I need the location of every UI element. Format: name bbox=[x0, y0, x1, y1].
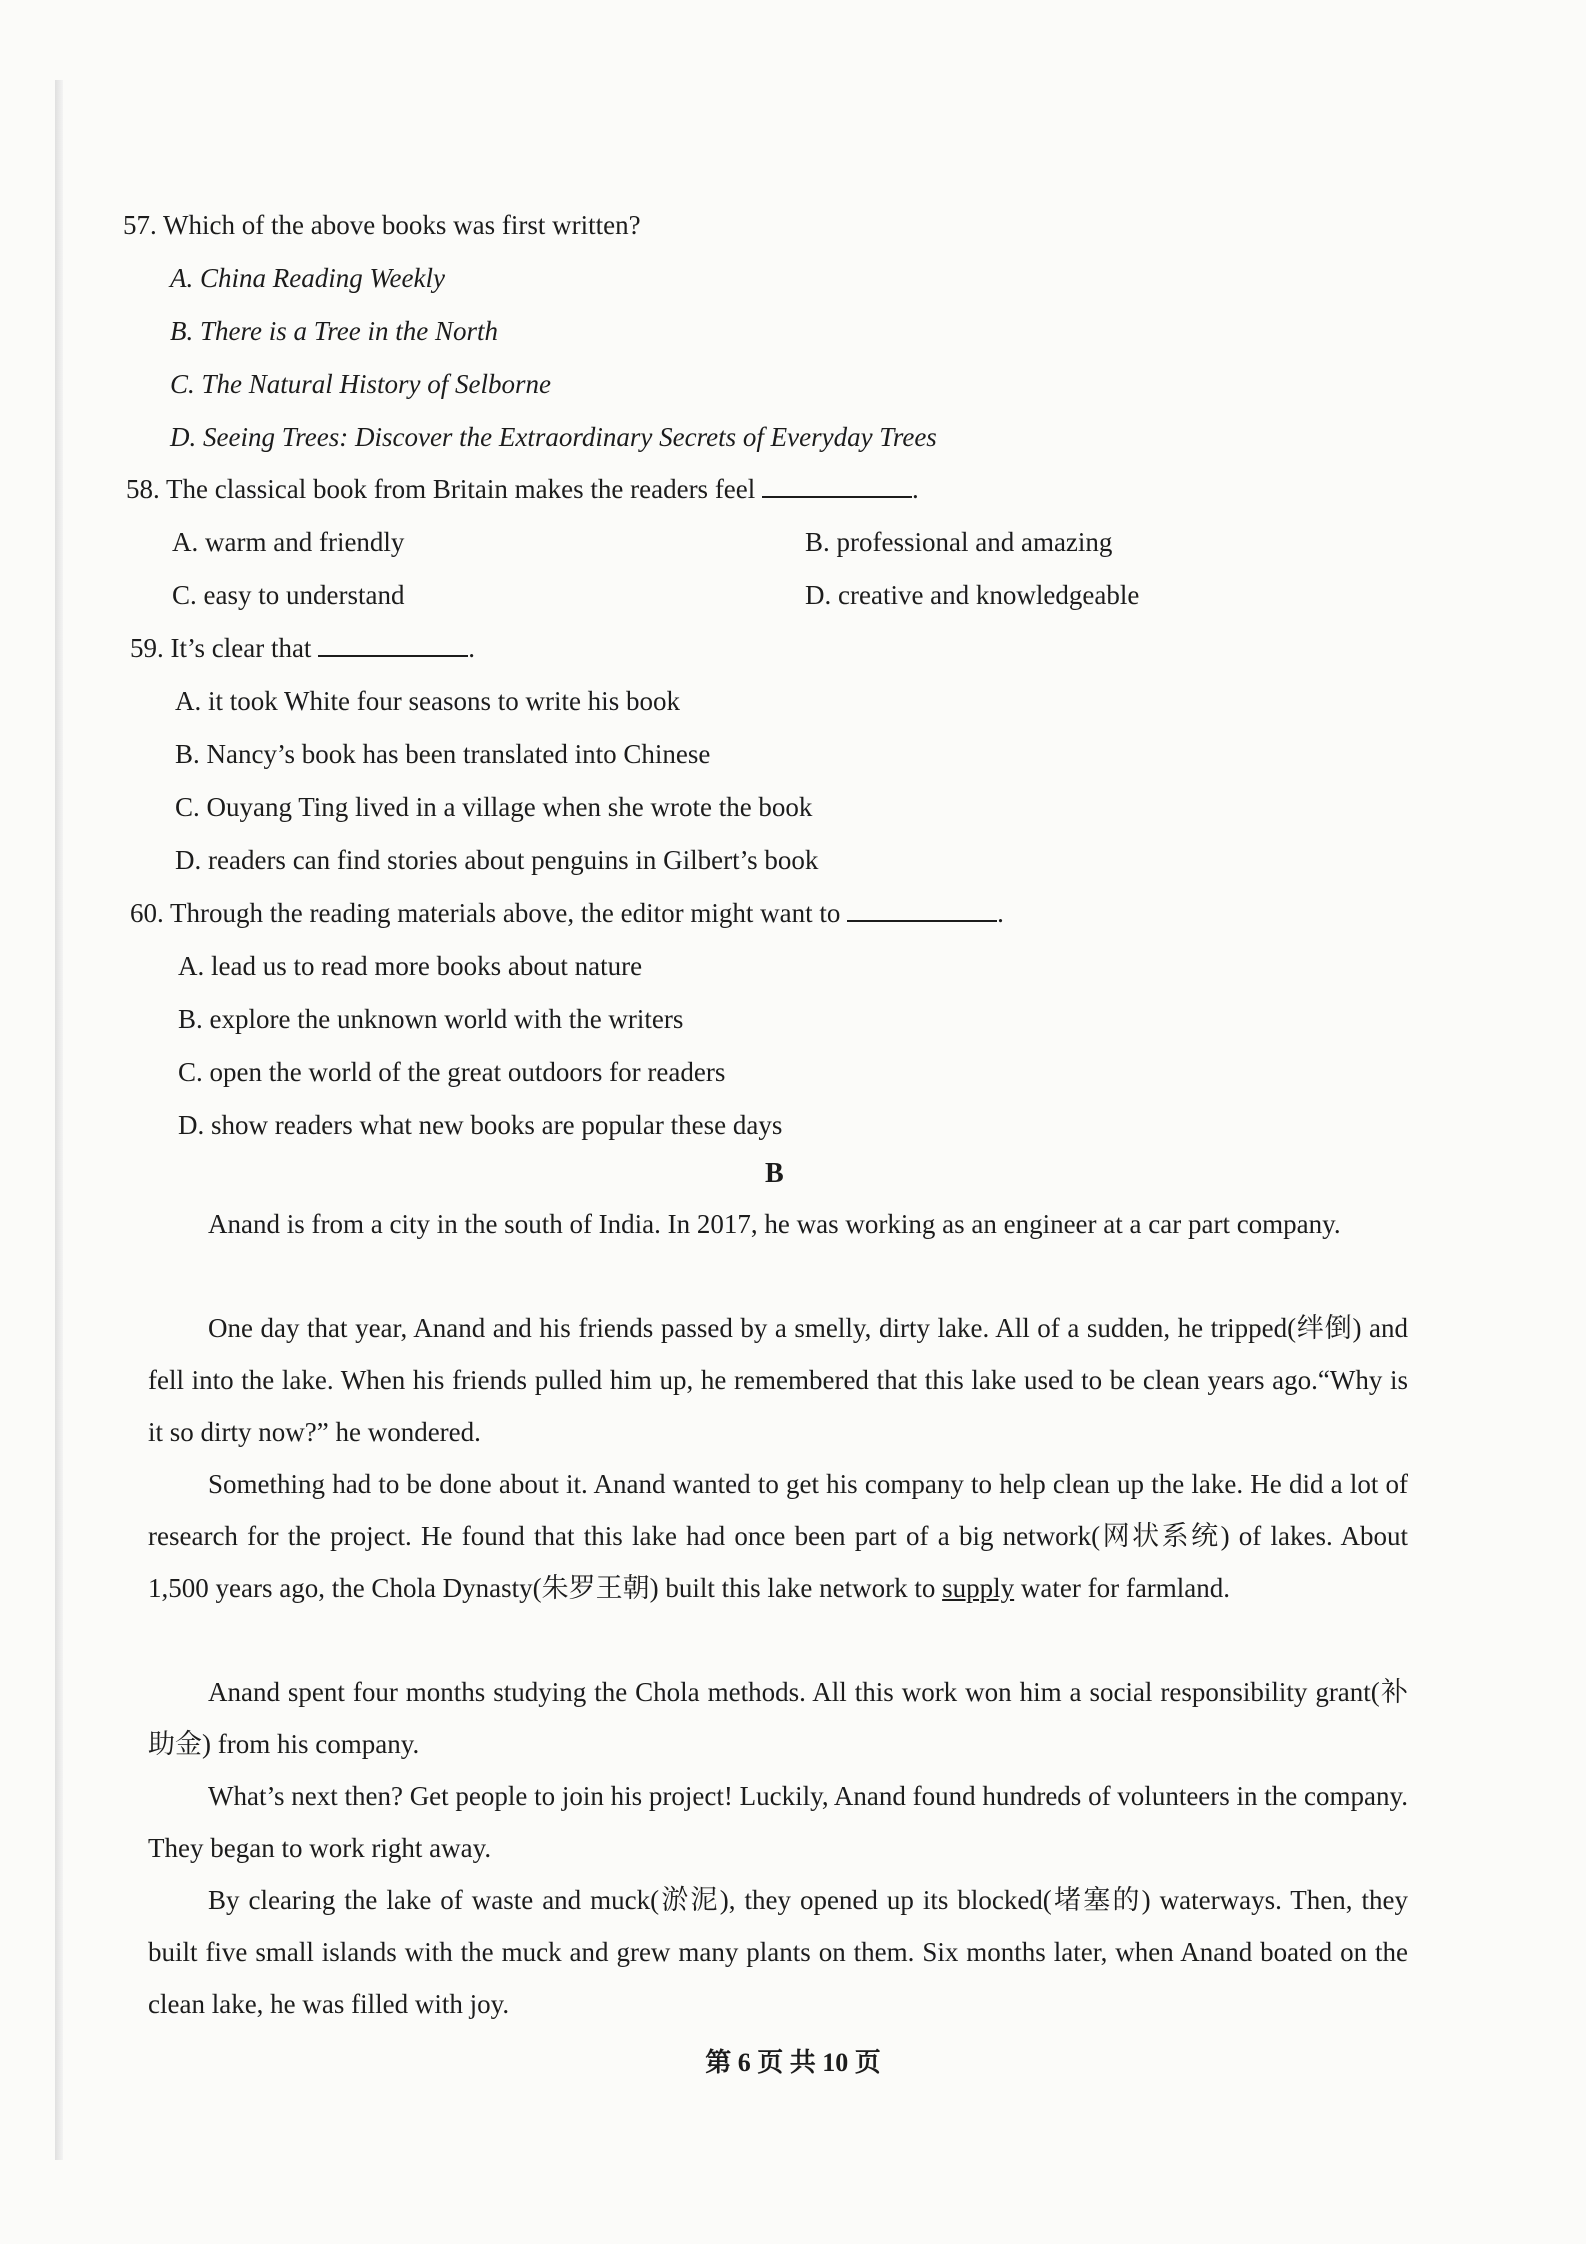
question-57-stem: 57. Which of the above books was first written? bbox=[123, 210, 641, 240]
question-57-option-b: B. There is a Tree in the North bbox=[170, 316, 498, 346]
question-59-option-b: B. Nancy’s book has been translated into Chinese bbox=[175, 739, 711, 769]
answer-blank bbox=[847, 896, 997, 922]
question-59-option-c: C. Ouyang Ting lived in a village when she wrote the book bbox=[175, 792, 813, 822]
question-59-option-d: D. readers can find stories about penguins in Gilbert’s book bbox=[175, 845, 819, 875]
answer-blank bbox=[318, 631, 468, 657]
passage-paragraph-3: Something had to be done about it. Anand wanted to get his company to help clean up the lake. He did a lot of research for the project. He found that this lake had once been part of a big network(网状系统) of lakes. About 1,500 years ago, the Chola Dynasty(朱罗王朝) built this lake network to supply water for farmland. bbox=[148, 1469, 1408, 1603]
question-58-option-b: B. professional and amazing bbox=[805, 527, 1113, 557]
question-60-option-c: C. open the world of the great outdoors for readers bbox=[178, 1057, 726, 1087]
passage-paragraph-5: What’s next then? Get people to join his project! Luckily, Anand found hundreds of volunteers in the company. They began to work right away. bbox=[148, 1781, 1408, 1863]
question-60-option-d: D. show readers what new books are popular these days bbox=[178, 1110, 783, 1140]
question-59-option-a: A. it took White four seasons to write his book bbox=[175, 686, 680, 716]
question-57-option-a: A. China Reading Weekly bbox=[170, 263, 445, 293]
question-58-option-c: C. easy to understand bbox=[172, 580, 405, 610]
question-60-option-b: B. explore the unknown world with the writers bbox=[178, 1004, 684, 1034]
question-59-stem: 59. It’s clear that . bbox=[130, 633, 475, 663]
question-58-stem: 58. The classical book from Britain makes the readers feel . bbox=[126, 474, 919, 504]
question-60-stem: 60. Through the reading materials above, the editor might want to . bbox=[130, 898, 1004, 928]
page-binding-edge bbox=[55, 80, 63, 2160]
question-58-option-d: D. creative and knowledgeable bbox=[805, 580, 1140, 610]
page-footer: 第 6 页 共 10 页 bbox=[705, 2048, 881, 2077]
question-57-option-c: C. The Natural History of Selborne bbox=[170, 369, 552, 399]
question-60-option-a: A. lead us to read more books about nature bbox=[178, 951, 643, 981]
passage-paragraph-1: Anand is from a city in the south of India. In 2017, he was working as an engineer at a car part company. bbox=[208, 1209, 1341, 1239]
passage-paragraph-4: Anand spent four months studying the Chola methods. All this work won him a social responsibility grant(补助金) from his company. bbox=[148, 1677, 1408, 1759]
section-b-heading: B bbox=[765, 1158, 784, 1189]
question-58-option-a: A. warm and friendly bbox=[172, 527, 405, 557]
question-57-option-d: D. Seeing Trees: Discover the Extraordinary Secrets of Everyday Trees bbox=[170, 422, 937, 452]
answer-blank bbox=[762, 472, 912, 498]
passage-paragraph-6: By clearing the lake of waste and muck(淤泥), they opened up its blocked(堵塞的) waterways. Then, they built five small islands with the muck and grew many plants on them. Six months later, when Anand boated on the clean lake, he was filled with joy. bbox=[148, 1885, 1408, 2019]
underlined-word: supply bbox=[942, 1573, 1015, 1603]
passage-paragraph-2: One day that year, Anand and his friends passed by a smelly, dirty lake. All of a sudden, he tripped(绊倒) and fell into the lake. When his friends pulled him up, he remembered that this lake used to be clean years ago.“Why is it so dirty now?” he wondered. bbox=[148, 1313, 1408, 1447]
